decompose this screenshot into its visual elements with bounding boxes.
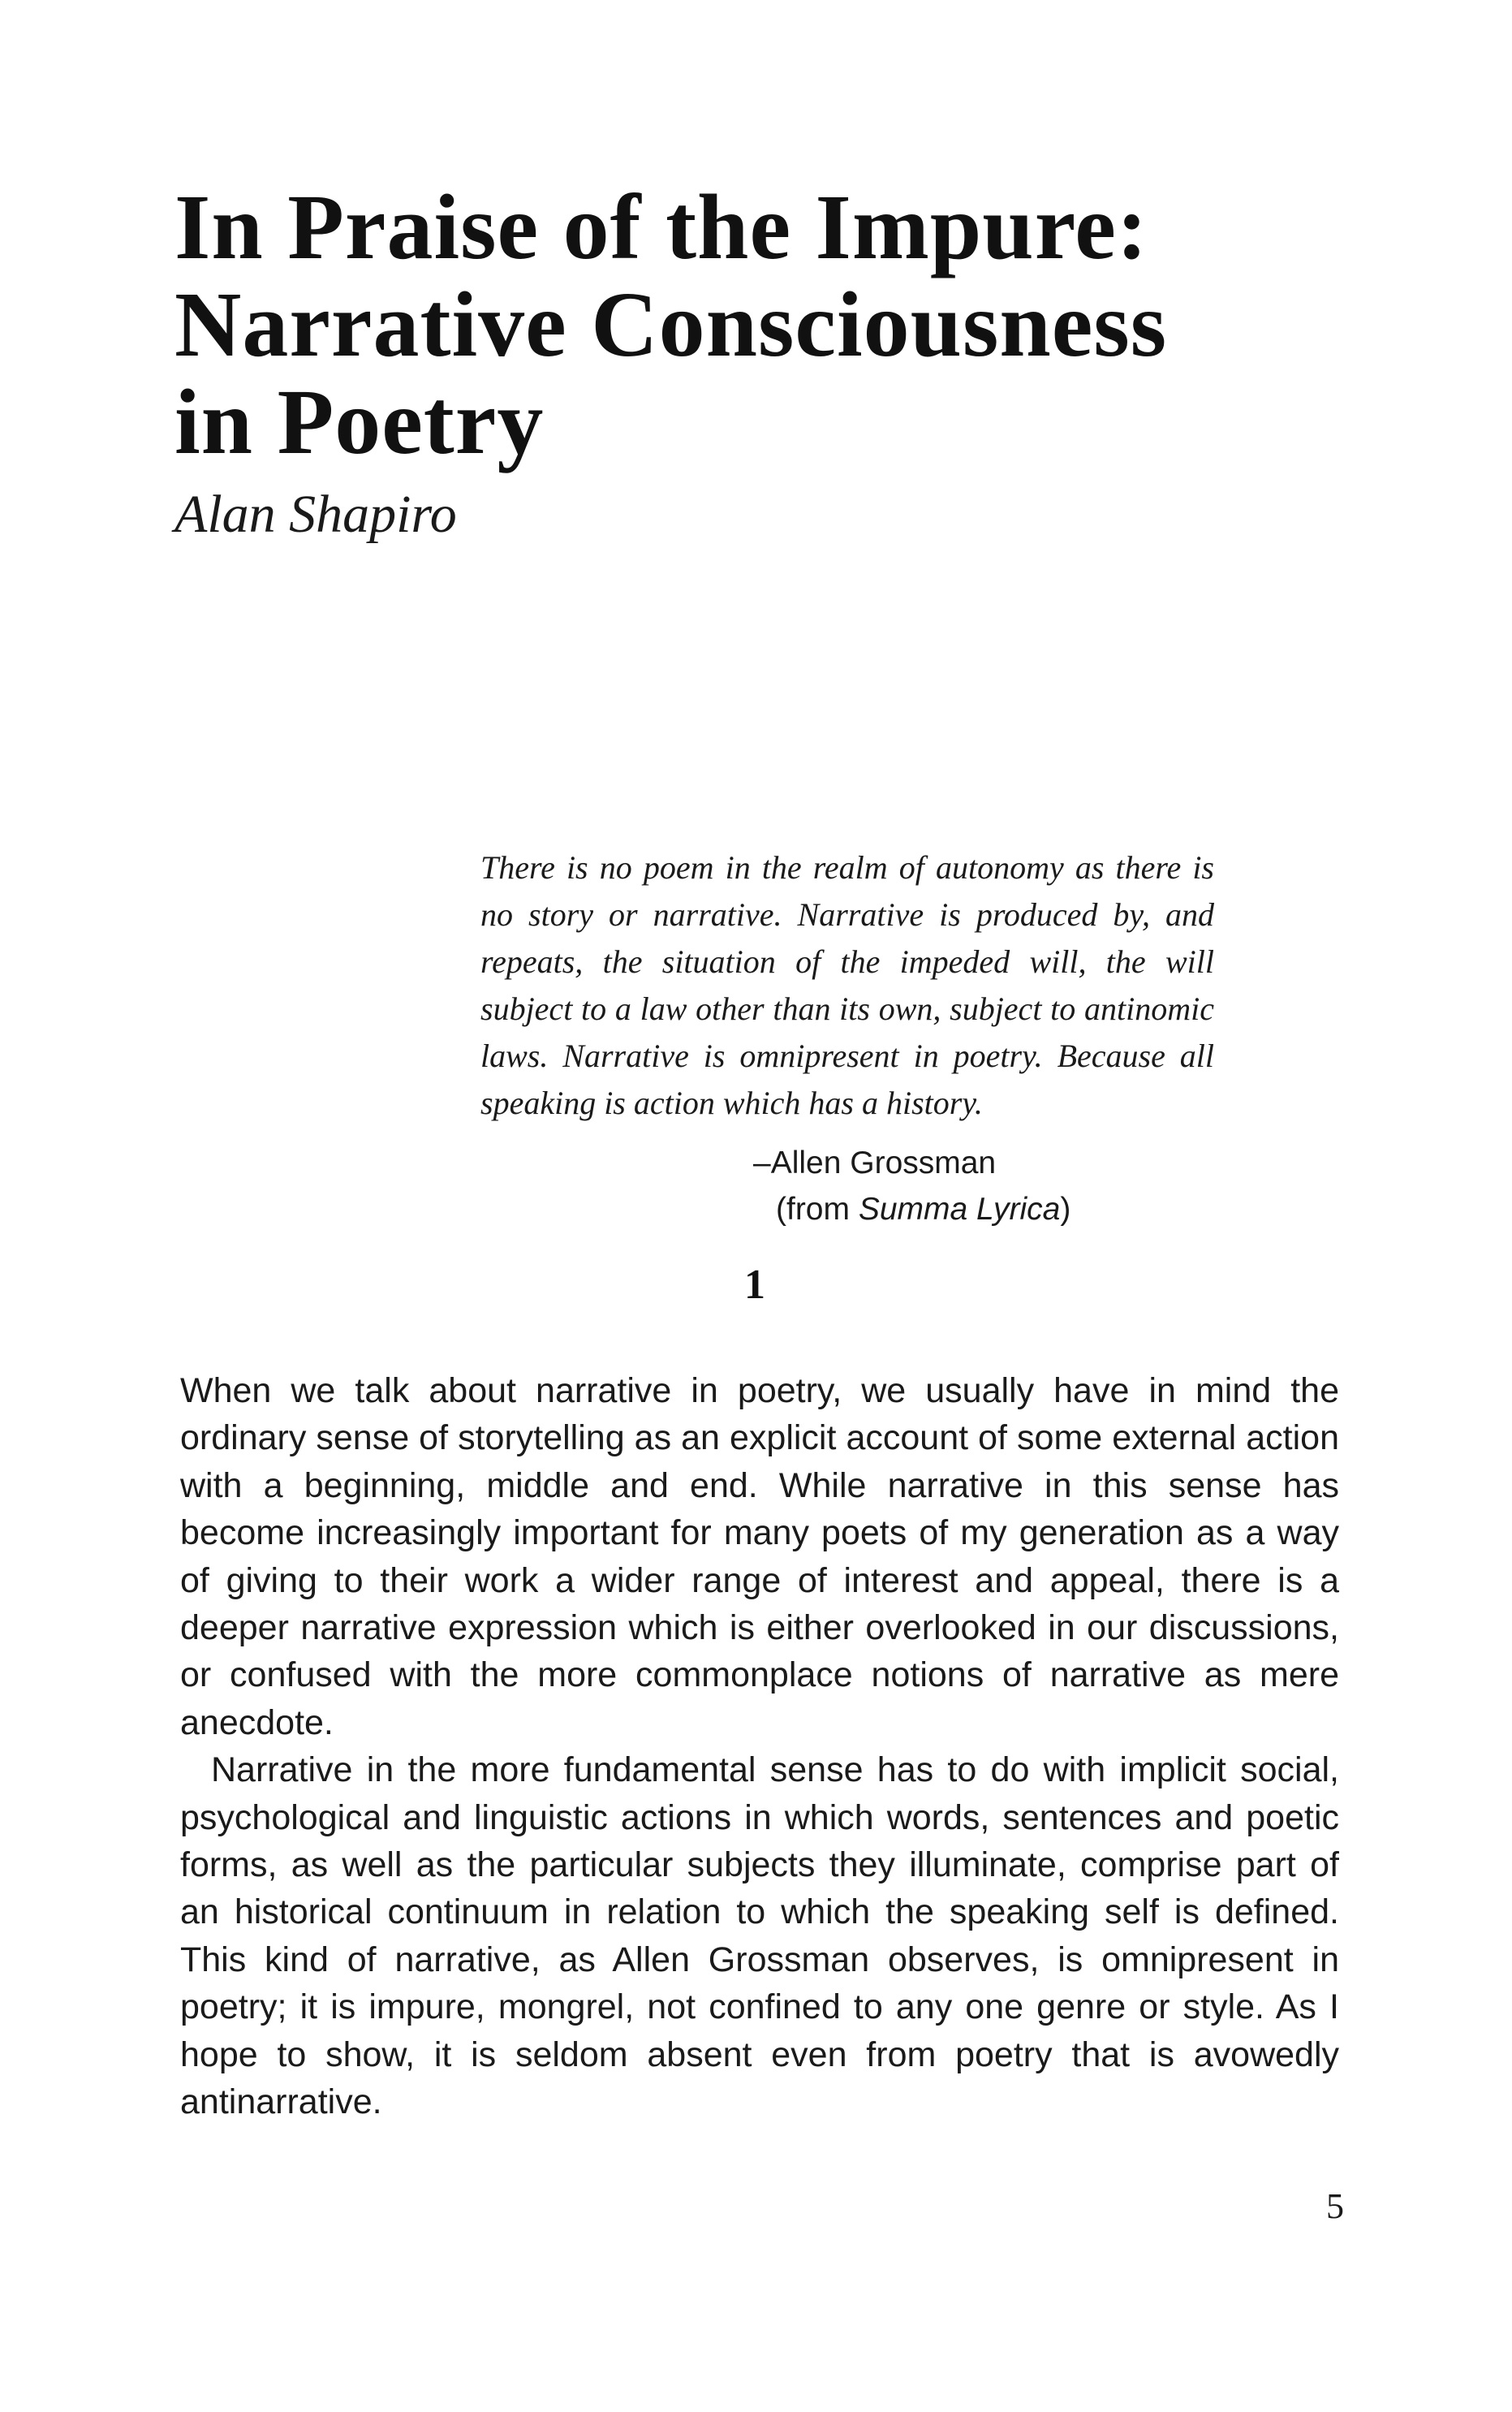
attribution-source: [753, 1186, 1240, 1232]
page-number: 5: [1326, 2186, 1344, 2226]
title-line-2: Narrative Consciousness: [174, 273, 1168, 376]
body-paragraph: When we talk about narrative in poetry, we usually have in mind the ordinary sense of storytelling as an explicit account of some external action with a beginning, middle and end. While narrative in this sense has become increasingly important for many poets of my generation as a way of giving to their work a wider range of interest and appeal, there is a deeper narrative expression which is either overlooked in our discussions, or confused with the more commonplace notions of narrative as mere anecdote.: [180, 1371, 1339, 1742]
body-paragraph: Narrative in the more fundamental sense has to do with implicit social, psychological and linguistic actions in which words, sentences and poetic forms, as well as the particular subjects they illuminate, comprise part of an historical continuum in relation to which the speaking self is defined. This kind of narrative, as Allen Grossman observes, is omnipresent in poetry; it is impure, mongrel, not confined to any one genre or style. As I hope to show, it is seldom absent even from poetry that is avowedly antinarrative.: [180, 1750, 1339, 2122]
author-name: Alan Shapiro: [174, 485, 457, 544]
epigraph-text: There is no poem in the realm of autonomy as there is no story or narrative. Narrative is produced by, and repeats, the situation of the impeded will, the will subject to a law other than its own, subject to antinomic laws. Narrative is omnipresent in poetry. Because all speaking is action which has a history.: [480, 849, 1214, 1121]
epigraph: [480, 844, 1214, 1127]
body-text: [180, 1367, 1339, 2126]
attribution-source-title: Summa Lyrica: [858, 1192, 1061, 1227]
article-header: [174, 175, 1392, 547]
title-line-3: in Poetry: [174, 370, 545, 473]
epigraph-attribution: [753, 1140, 1240, 1232]
attribution-name: –Allen Grossman: [753, 1146, 997, 1180]
attribution-source-prefix: (from: [776, 1192, 859, 1227]
title-line-1: In Praise of the Impure:: [174, 175, 1148, 278]
section-number: 1: [744, 1262, 765, 1308]
attribution-source-suffix: ): [1060, 1192, 1071, 1227]
